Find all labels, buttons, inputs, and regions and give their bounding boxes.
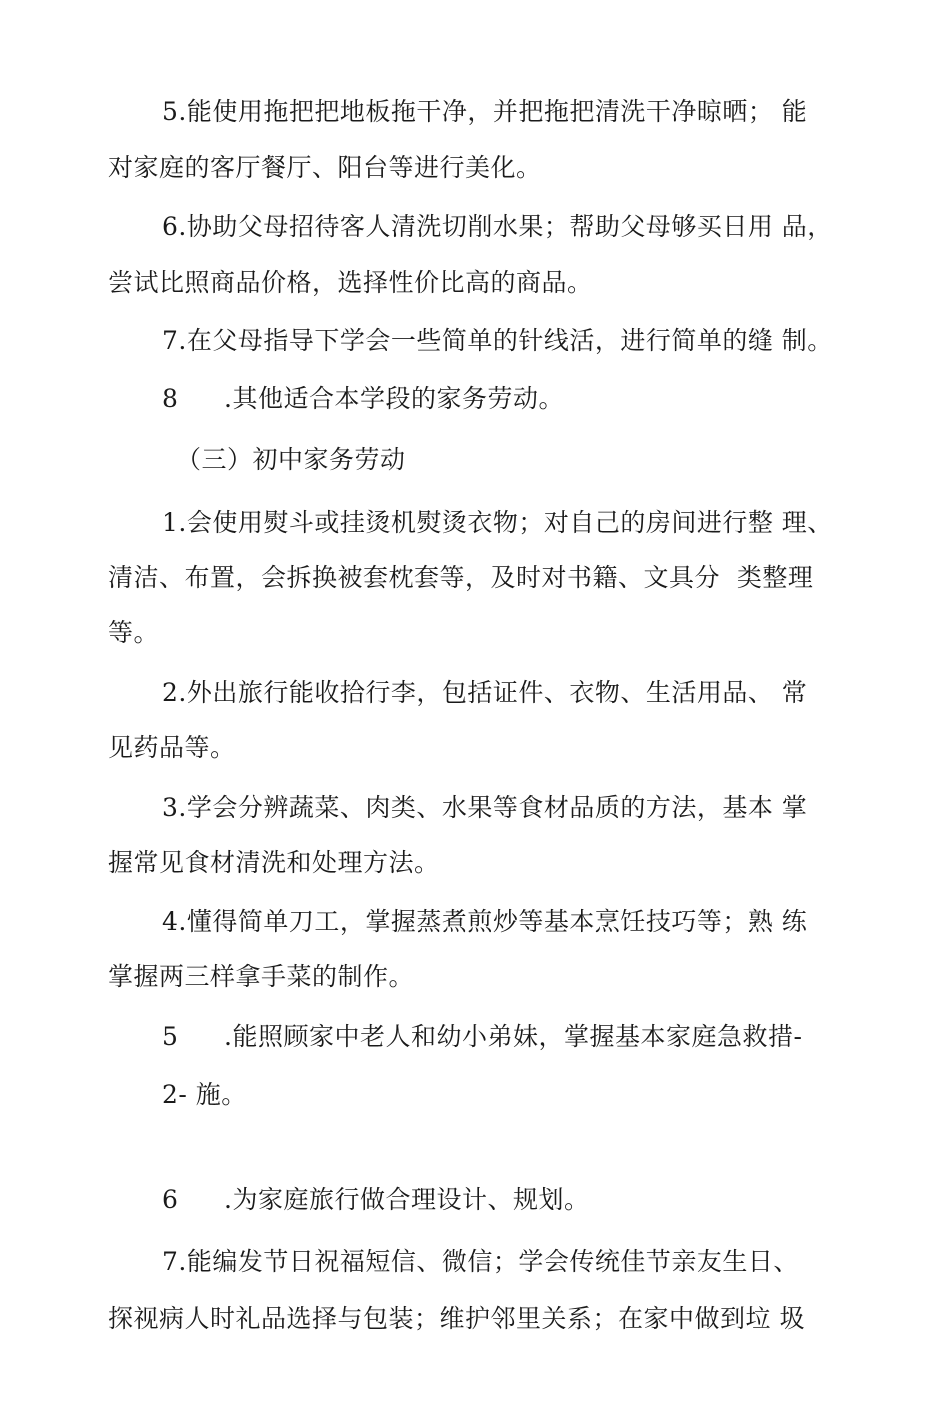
junior-item-3-line-2: 握常见食材清洗和处理方法。: [108, 848, 440, 877]
junior-item-1-line-2: 清洁、布置，会拆换被套枕套等，及时对书籍、文具分 类整理: [108, 563, 814, 592]
item-8-number: 8: [162, 384, 179, 413]
junior-item-1-line-1: 1.会使用熨斗或挂烫机熨烫衣物；对自己的房间进行整 理、: [162, 508, 833, 537]
item-8-line: [162, 384, 564, 414]
junior-item-1-line-3: 等。: [108, 618, 160, 647]
item-6-line-2: 尝试比照商品价格，选择性价比高的商品。: [108, 268, 593, 297]
item-6-line-1: 6.协助父母招待客人清洗切削水果；帮助父母够买日用 品，: [162, 212, 833, 241]
junior-item-7-line-1: 7.能编发节日祝福短信、微信；学会传统佳节亲友生日、: [162, 1247, 799, 1276]
junior-item-6-number: 6: [162, 1185, 179, 1214]
junior-item-6-line: [162, 1185, 589, 1215]
junior-item-7-line-2: 探视病人时礼品选择与包装；维护邻里关系；在家中做到垃 圾: [108, 1304, 805, 1333]
junior-item-2-line-1: 2.外出旅行能收拾行李，包括证件、衣物、生活用品、 常: [162, 678, 808, 707]
junior-item-5-number: 5: [162, 1022, 179, 1051]
junior-item-2-line-2: 见药品等。: [108, 733, 236, 762]
junior-item-5-text: .能照顾家中老人和幼小弟妹，掌握基本家庭急救措-: [224, 1022, 803, 1051]
junior-item-4-line-2: 掌握两三样拿手菜的制作。: [108, 962, 415, 991]
item-5-line-1: 5.能使用拖把把地板拖干净，并把拖把清洗干净晾晒； 能: [162, 97, 808, 126]
junior-item-4-line-1: 4.懂得简单刀工，掌握蒸煮煎炒等基本烹饪技巧等；熟 练: [162, 907, 808, 936]
junior-item-5-line-1: [162, 1022, 802, 1052]
section-heading: （三）初中家务劳动: [176, 445, 406, 474]
junior-item-6-text: .为家庭旅行做合理设计、规划。: [224, 1185, 590, 1214]
junior-item-3-line-1: 3.学会分辨蔬菜、肉类、水果等食材品质的方法，基本 掌: [162, 793, 808, 822]
item-8-text: .其他适合本学段的家务劳动。: [224, 384, 564, 413]
item-5-line-2: 对家庭的客厅餐厅、阳台等进行美化。: [108, 153, 542, 182]
junior-item-5-line-2: 2- 施。: [162, 1080, 247, 1109]
item-7-line-1: 7.在父母指导下学会一些简单的针线活，进行简单的缝 制。: [162, 326, 833, 355]
